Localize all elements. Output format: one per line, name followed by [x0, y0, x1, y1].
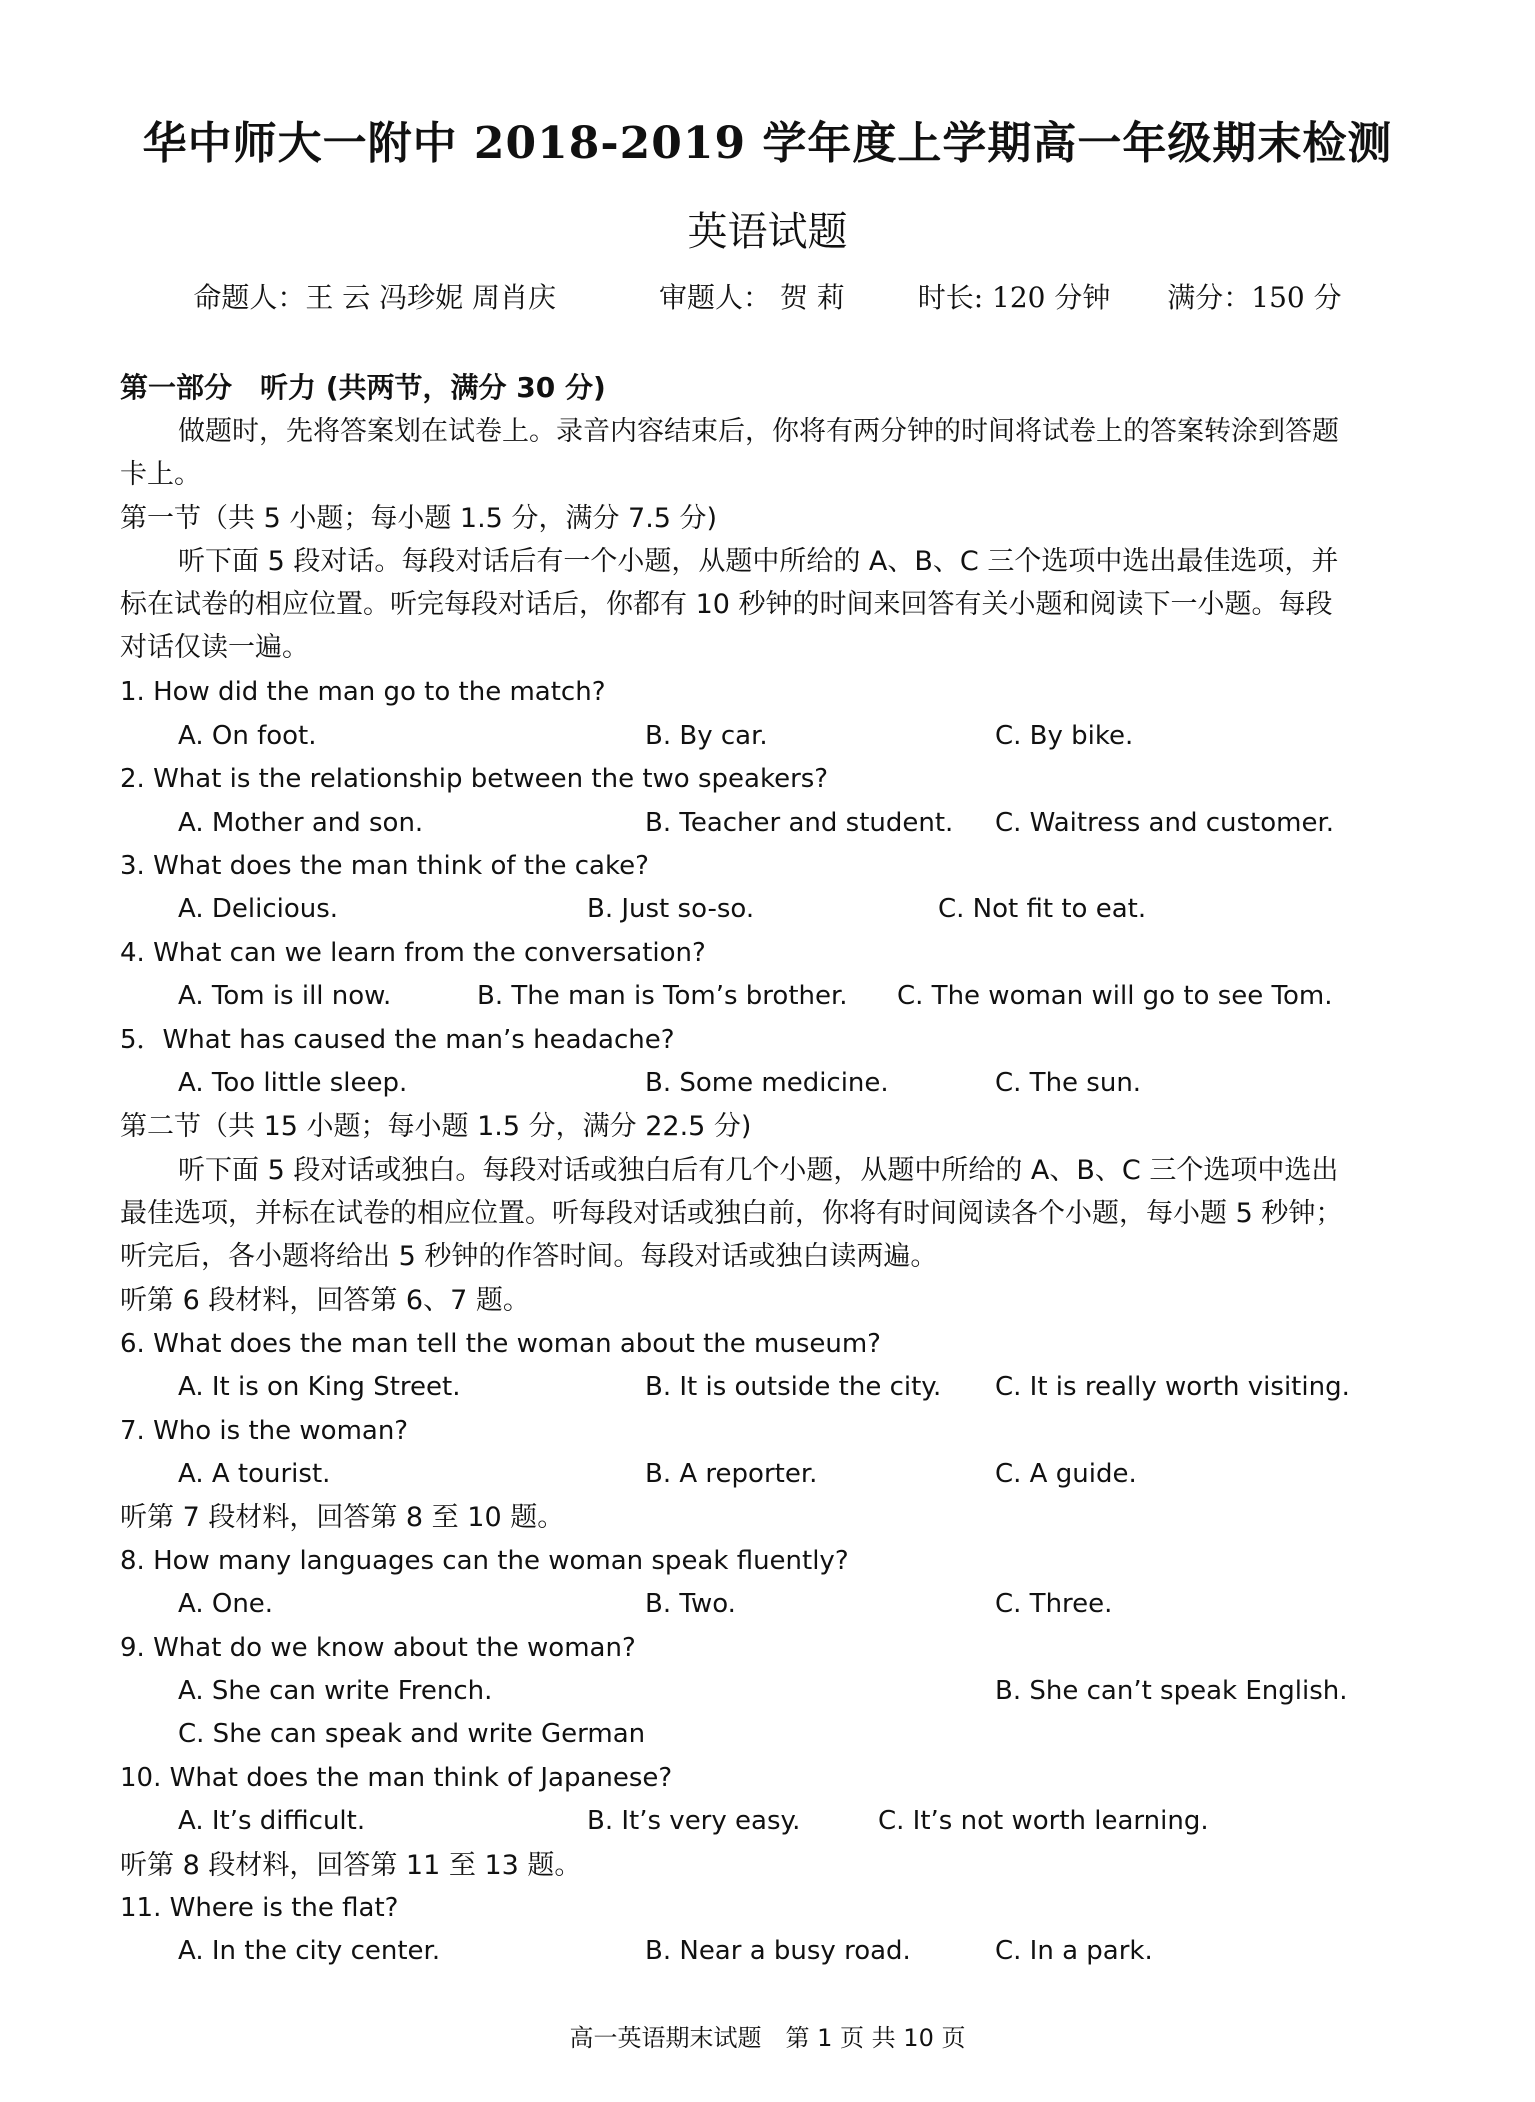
question-2: 2. What is the relationship between the two speakers? — [120, 764, 829, 794]
q1-option-c: C. By bike. — [995, 721, 1134, 751]
q1-option-b: B. By car. — [645, 721, 768, 751]
q9-option-c: C. She can speak and write German — [178, 1719, 646, 1749]
reviewer: 审题人： 贺 莉 — [658, 281, 845, 314]
question-11: 11. Where is the flat? — [120, 1893, 399, 1923]
question-4: 4. What can we learn from the conversation? — [120, 938, 706, 968]
q2-option-a: A. Mother and son. — [178, 808, 424, 838]
q4-option-b: B. The man is Tom’s brother. — [477, 981, 848, 1011]
q7-option-c: C. A guide. — [995, 1459, 1137, 1489]
section1-instruction-line1: 听下面 5 段对话。每段对话后有一个小题，从题中所给的 A、B、C 三个选项中选出最佳选项，并 — [178, 546, 1339, 577]
question-10: 10. What does the man think of Japanese? — [120, 1763, 673, 1793]
duration: 时长: 120 分钟 — [917, 281, 1111, 314]
q10-option-c: C. It’s not worth learning. — [878, 1806, 1209, 1836]
q8-option-c: C. Three. — [995, 1589, 1113, 1619]
question-5: 5．What has caused the man’s headache? — [120, 1025, 675, 1055]
section2-instruction-line1: 听下面 5 段对话或独白。每段对话或独白后有几个小题，从题中所给的 A、B、C 三个选项中选出 — [178, 1155, 1339, 1186]
section2-instruction-line2: 最佳选项，并标在试卷的相应位置。听每段对话或独白前，你将有时间阅读各个小题，每小题 5 秒钟； — [120, 1198, 1343, 1229]
q1-option-a: A. On foot. — [178, 721, 317, 751]
q11-option-c: C. In a park. — [995, 1936, 1153, 1966]
q4-option-a: A. Tom is ill now. — [178, 981, 392, 1011]
q4-option-c: C. The woman will go to see Tom. — [897, 981, 1333, 1011]
q7-option-b: B. A reporter. — [645, 1459, 818, 1489]
q6-option-b: B. It is outside the city. — [645, 1372, 942, 1402]
full-score: 满分：150 分 — [1167, 281, 1342, 314]
section2-instruction-line3: 听完后，各小题将给出 5 秒钟的作答时间。每段对话或独白读两遍。 — [120, 1241, 938, 1272]
question-7: 7. Who is the woman? — [120, 1416, 409, 1446]
q5-option-b: B. Some medicine. — [645, 1068, 889, 1098]
part1-instruction-line2: 卡上。 — [120, 459, 201, 490]
section1-instruction-line3: 对话仅读一遍。 — [120, 632, 309, 663]
part1-heading: 第一部分 听力 (共两节，满分 30 分) — [120, 371, 606, 404]
q6-option-a: A. It is on King Street. — [178, 1372, 461, 1402]
exam-title: 华中师大一附中 2018-2019 学年度上学期高一年级期末检测 — [142, 118, 1393, 169]
question-3: 3. What does the man think of the cake? — [120, 851, 649, 881]
setters: 命题人：王 云 冯珍妮 周肖庆 — [193, 281, 557, 314]
q8-option-a: A. One. — [178, 1589, 274, 1619]
q10-option-b: B. It’s very easy. — [587, 1806, 801, 1836]
q3-option-b: B. Just so-so. — [587, 894, 755, 924]
exam-meta-line — [0, 281, 1535, 314]
q9-option-a: A. She can write French. — [178, 1676, 493, 1706]
page-footer: 高一英语期末试题 第 1 页 共 10 页 — [569, 2024, 966, 2052]
section1-instruction-line2: 标在试卷的相应位置。听完每段对话后，你都有 10 秒钟的时间来回答有关小题和阅读下一小题。每段 — [120, 589, 1333, 620]
section2-heading: 第二节（共 15 小题；每小题 1.5 分，满分 22.5 分) — [120, 1111, 752, 1142]
section1-heading: 第一节（共 5 小题；每小题 1.5 分，满分 7.5 分) — [120, 503, 718, 534]
q9-option-b: B. She can’t speak English. — [995, 1676, 1348, 1706]
q5-option-c: C. The sun. — [995, 1068, 1142, 1098]
q2-option-b: B. Teacher and student. — [645, 808, 954, 838]
q2-option-c: C. Waitress and customer. — [995, 808, 1335, 838]
q7-option-a: A. A tourist. — [178, 1459, 331, 1489]
question-6: 6. What does the man tell the woman about the museum? — [120, 1329, 881, 1359]
q3-option-c: C. Not fit to eat. — [938, 894, 1147, 924]
material-note-8: 听第 8 段材料，回答第 11 至 13 题。 — [120, 1850, 582, 1881]
q11-option-a: A. In the city center. — [178, 1936, 441, 1966]
q8-option-b: B. Two. — [645, 1589, 736, 1619]
question-9: 9. What do we know about the woman? — [120, 1633, 636, 1663]
part1-instruction-line1: 做题时，先将答案划在试卷上。录音内容结束后，你将有两分钟的时间将试卷上的答案转涂到答题 — [178, 416, 1339, 447]
q6-option-c: C. It is really worth visiting. — [995, 1372, 1350, 1402]
q10-option-a: A. It’s difficult. — [178, 1806, 366, 1836]
exam-subject-title: 英语试题 — [687, 209, 848, 255]
material-note-6: 听第 6 段材料，回答第 6、7 题。 — [120, 1285, 530, 1316]
material-note-7: 听第 7 段材料，回答第 8 至 10 题。 — [120, 1502, 565, 1533]
question-1: 1. How did the man go to the match? — [120, 677, 606, 707]
question-8: 8. How many languages can the woman speak fluently? — [120, 1546, 849, 1576]
q5-option-a: A. Too little sleep. — [178, 1068, 408, 1098]
q3-option-a: A. Delicious. — [178, 894, 339, 924]
q11-option-b: B. Near a busy road. — [645, 1936, 911, 1966]
